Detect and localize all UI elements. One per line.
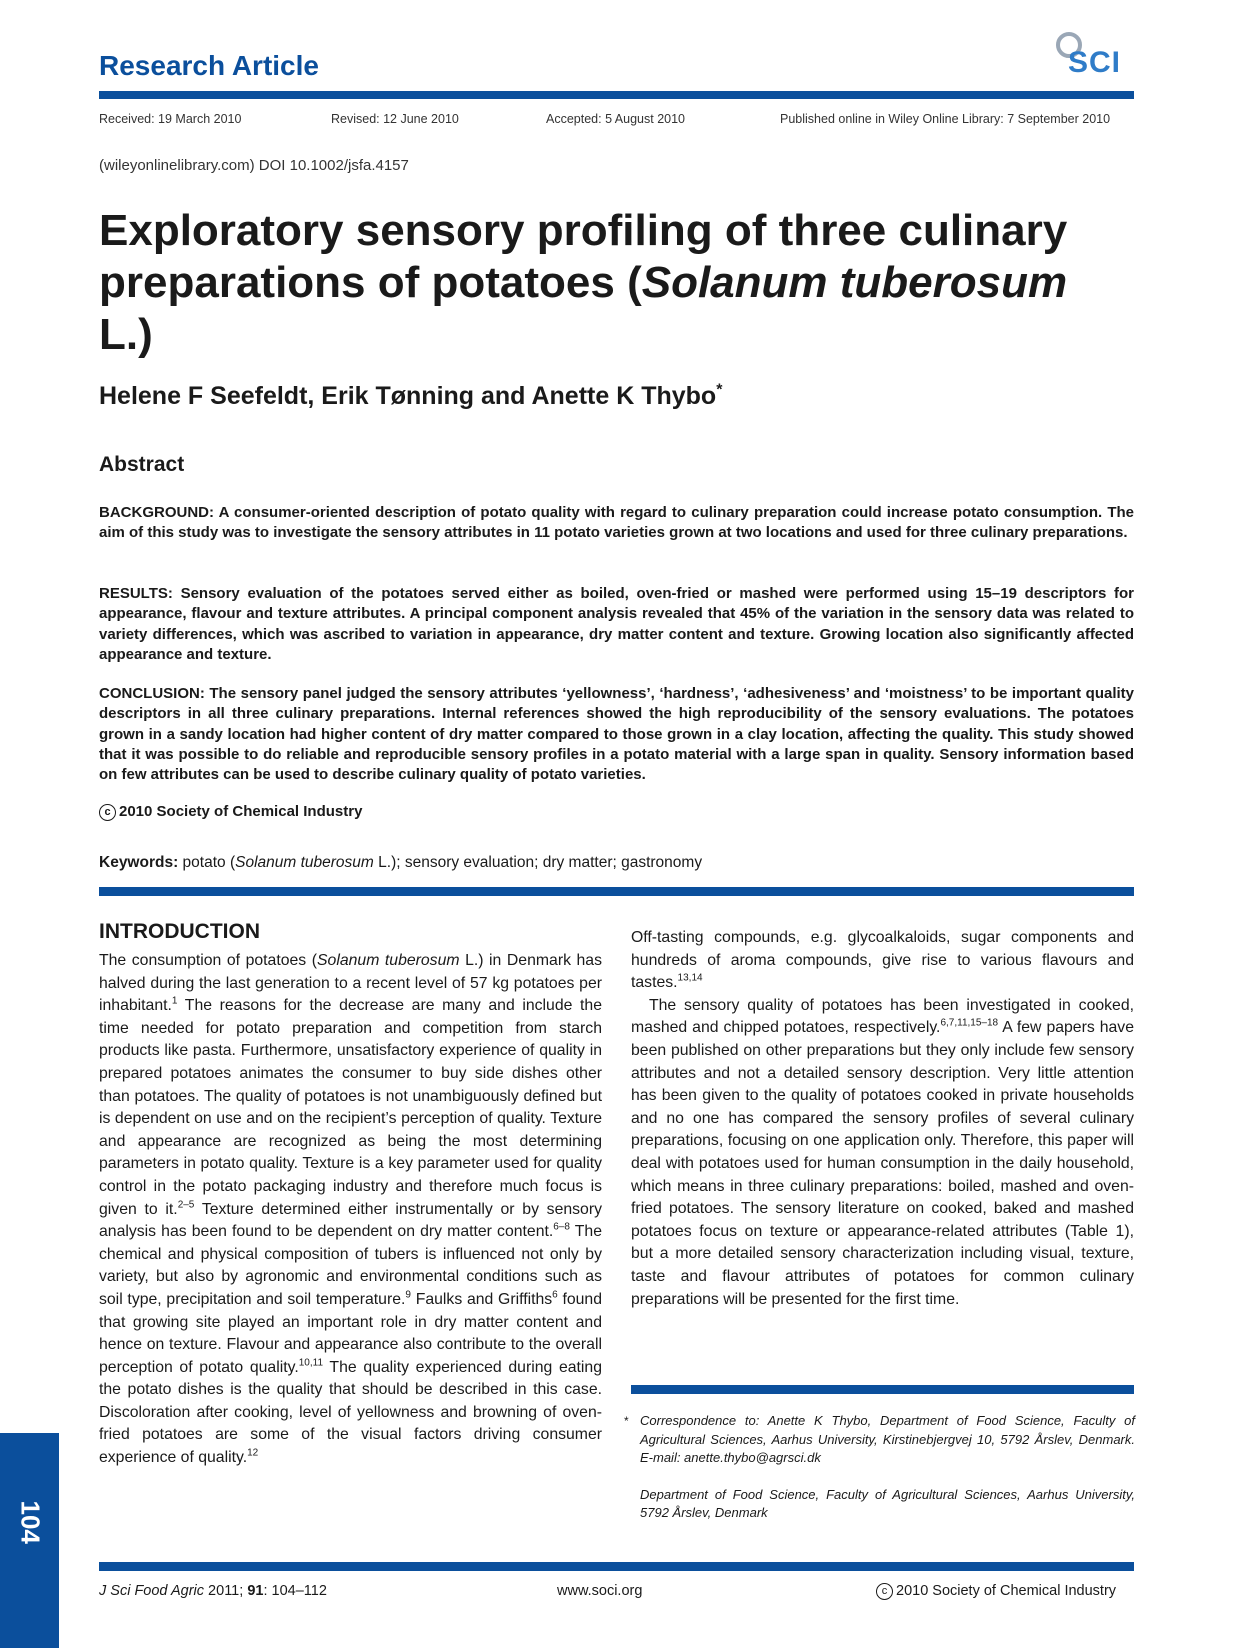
correspondence-note: * Correspondence to: Anette K Thybo, Department of Food Science, Faculty of Agricultural Sciences, Aarhus University, Kirstinebjergvej 10, 5792 Årslev, Denmark. E-mail: anette.thybo@agrsci.dk Department of Food Science, Faculty of Agricultural Sciences, Aarhus University, 5792 Årslev, Denmark	[640, 1412, 1135, 1523]
copyright-icon: c	[99, 804, 116, 821]
correspondence-rule	[631, 1385, 1134, 1394]
keywords: Keywords: potato (Solanum tuberosum L.); sensory evaluation; dry matter; gastronomy	[99, 854, 703, 871]
introduction-right-column: Off-tasting compounds, e.g. glycoalkaloids, sugar components and hundreds of aroma compounds, give rise to various flavours and tastes.$^{13,14}$ The sensory quality of potatoes has been investigated in cooked, mashed and chipped potatoes, respectively.$^{6,7,11,15-18}$ A few papers have been published on other preparations but they only include few sensory attributes and not a detailed sensory description. Very little attention has been given to the quality of potatoes cooked in private households and no one has compared the sensory profiles of several culinary preparations, focusing on one application only. Therefore, this paper will deal with potatoes used for human consumption in the daily household, which means in three culinary preparations: boiled, mashed and oven-fried potatoes. The sensory literature on cooked, baked and mashed potatoes focus on texture or appearance-related attributes (Table 1), but a more detailed sensory characterization including visual, texture, taste and flavour attributes of potatoes for common culinary preparations will be presented for the first time.	[631, 929, 1134, 1308]
page-number: 104	[15, 1500, 46, 1544]
abstract-heading: Abstract	[99, 453, 185, 476]
abstract-background: BACKGROUND: A consumer-oriented description of potato quality with regard to culinary preparation could increase potato consumption. The aim of this study was to investigate the sensory attributes in 11 potato varieties grown at two locations and used for three culinary preparations.	[99, 504, 1134, 542]
correspondence-text: Correspondence to: Anette K Thybo, Department of Food Science, Faculty of Agricultural Sciences, Aarhus University, Kirstinebjergvej 10, 5792 Årslev, Denmark. E-mail: anette.thybo@agrsci.dk	[640, 1413, 1135, 1465]
doi: (wileyonlinelibrary.com) DOI 10.1002/jsfa.4157	[99, 157, 409, 174]
footer-citation: J Sci Food Agric 2011; 91: 104–112	[99, 1583, 327, 1599]
header-rule	[99, 91, 1134, 99]
revised-date: Revised: 12 June 2010	[331, 112, 459, 126]
section-label: Research Article	[99, 50, 319, 81]
sci-logo	[1050, 28, 1130, 80]
abstract-conclusion: CONCLUSION: The sensory panel judged the sensory attributes ‘yellowness’, ‘hardness’, ‘adhesiveness’ and ‘moistness’ to be important quality descriptors in all three culinary preparations. Internal references showed the high reproducibility of the sensory evaluations. The potatoes grown in a sandy location had higher content of dry matter compared to those grown in a clay location, affecting the quality. This study showed that it was possible to do reliable and reproducible sensory profiles in a potato material with a large span in quality. Sensory information based on few attributes can be used to describe culinary quality of potato varieties.	[99, 685, 1134, 784]
footer-copyright: c 2010 Society of Chemical Industry	[876, 1583, 1116, 1600]
introduction-left-column: The consumption of potatoes (Solanum tuberosum L.) in Denmark has halved during the last generation to a recent level of 57 kg potatoes per inhabitant.$^1$ The reasons for the decrease are many and include the time needed for potato preparation and competition from starch products like pasta. Furthermore, unsatisfactory experience of quality in prepared potatoes animates the consumer to buy side dishes other than potatoes. The quality of potatoes is not unambiguously defined but is dependent on use and on the recipient’s perception of quality. Texture and appearance are recognized as being the most determining parameters in potato quality. Texture is a key parameter used for quality control in the potato packaging industry and therefore much focus is given to it.$^{2-5}$ Texture determined either instrumentally or by sensory analysis has been found to be dependent on dry matter content.$^{6-8}$ The chemical and physical composition of tubers is influenced not only by variety, but also by agronomic and environmental conditions such as soil type, precipitation and soil temperature.$^9$ Faulks and Griffiths$^6$ found that growing site played an important role in dry matter content and hence on texture. Flavour and appearance also contribute to the overall perception of potato quality.$^{10,11}$ The quality experienced during eating the potato dishes is the quality that should be described in this case. Discoloration after cooking, level of yellowness and browning of oven-fried potatoes are some of the visual factors driving consumer experience of quality.$^{12}$	[99, 952, 603, 1467]
published-date: Published online in Wiley Online Library: 7 September 2010	[780, 112, 1111, 126]
copyright-icon: c	[876, 1583, 893, 1600]
abstract-rule	[99, 887, 1134, 896]
article-title: Exploratory sensory profiling of three culinary preparations of potatoes (Solanum tuberosum L.)	[99, 206, 1068, 359]
abstract-results: RESULTS: Sensory evaluation of the potatoes served either as boiled, oven-fried or mashed were performed using 15–19 descriptors for appearance, flavour and texture attributes. A principal component analysis revealed that 45% of the variation in the sensory data was related to variety differences, which was ascribed to variation in appearance, dry matter content and texture. Growing location also significantly affected appearance and texture.	[99, 585, 1134, 663]
logo-text: SCI	[1068, 46, 1122, 79]
footer-website: www.soci.org	[557, 1583, 643, 1599]
correspondence-affiliation: Department of Food Science, Faculty of Agricultural Sciences, Aarhus University, 5792 Årslev, Denmark	[640, 1486, 1135, 1520]
abstract-copyright: c 2010 Society of Chemical Industry	[99, 803, 362, 821]
received-date: Received: 19 March 2010	[99, 112, 242, 126]
authors: Helene F Seefeldt, Erik Tønning and Anette K Thybo*	[99, 381, 723, 410]
accepted-date: Accepted: 5 August 2010	[546, 112, 685, 126]
introduction-heading: INTRODUCTION	[99, 920, 260, 943]
footer-rule	[99, 1562, 1134, 1571]
